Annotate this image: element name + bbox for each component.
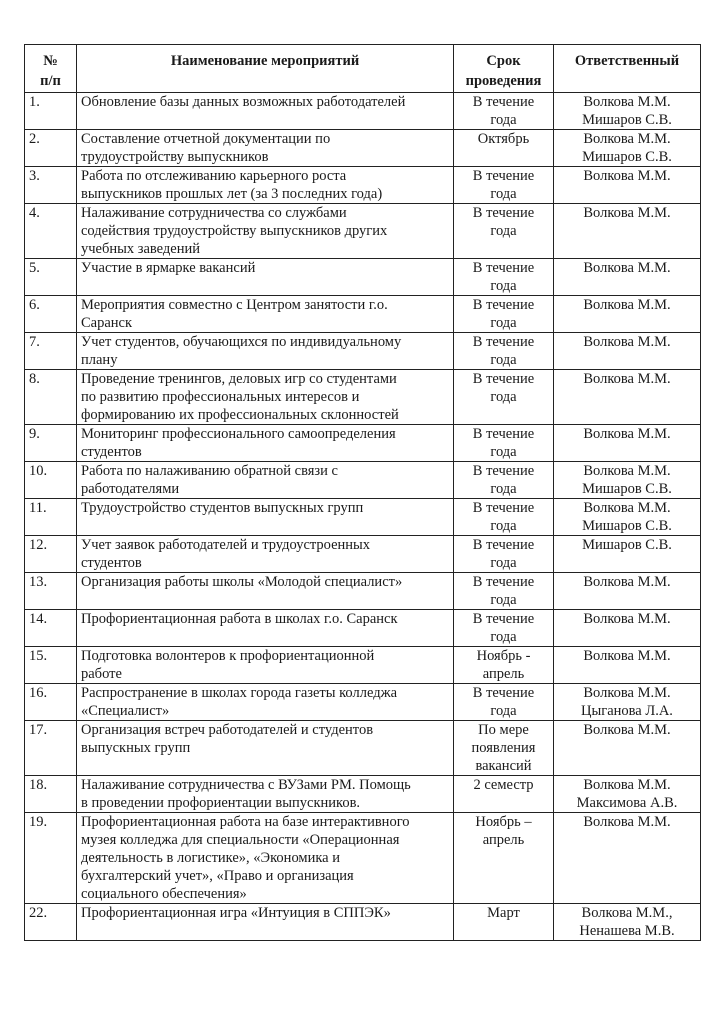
row-number: 16.	[25, 684, 77, 721]
row-number: 15.	[25, 647, 77, 684]
row-event-name: Мониторинг профессионального самоопределения студентов	[77, 425, 454, 462]
table-row	[25, 370, 701, 425]
row-number: 19.	[25, 813, 77, 904]
row-term: В течение года	[454, 259, 554, 296]
row-event-name: Профориентационная игра «Интуиция в СППЭК»	[77, 904, 454, 941]
row-responsible: Волкова М.М.	[554, 296, 701, 333]
row-event-name: Составление отчетной документации по трудоустройству выпускников	[77, 130, 454, 167]
row-event-name: Подготовка волонтеров к профориентационной работе	[77, 647, 454, 684]
row-event-name: Налаживание сотрудничества с ВУЗами РМ. Помощь в проведении профориентации выпускников.	[77, 776, 454, 813]
row-responsible: Волкова М.М.	[554, 425, 701, 462]
row-number: 11.	[25, 499, 77, 536]
row-responsible: Волкова М.М.	[554, 721, 701, 776]
row-number: 9.	[25, 425, 77, 462]
table-row	[25, 721, 701, 776]
row-term: В течение года	[454, 93, 554, 130]
row-responsible: Волкова М.М., Ненашева М.В.	[554, 904, 701, 941]
table-row	[25, 776, 701, 813]
table-row	[25, 499, 701, 536]
row-number: 13.	[25, 573, 77, 610]
row-term: В течение года	[454, 296, 554, 333]
header-term: Срок проведения	[454, 45, 554, 93]
row-responsible: Волкова М.М.	[554, 610, 701, 647]
table-row	[25, 813, 701, 904]
row-term: В течение года	[454, 536, 554, 573]
row-number: 17.	[25, 721, 77, 776]
table-body	[25, 93, 701, 941]
row-term: В течение года	[454, 370, 554, 425]
row-term: В течение года	[454, 462, 554, 499]
row-event-name: Проведение тренингов, деловых игр со студентами по развитию профессиональных интересов и формированию их профессиональных склонностей	[77, 370, 454, 425]
row-number: 10.	[25, 462, 77, 499]
row-term: По мере появления вакансий	[454, 721, 554, 776]
row-number: 18.	[25, 776, 77, 813]
table-row	[25, 610, 701, 647]
row-responsible: Волкова М.М.	[554, 167, 701, 204]
row-number: 5.	[25, 259, 77, 296]
row-number: 12.	[25, 536, 77, 573]
row-responsible: Волкова М.М.	[554, 204, 701, 259]
row-responsible: Волкова М.М.	[554, 259, 701, 296]
row-term: В течение года	[454, 684, 554, 721]
events-plan-table	[24, 44, 701, 941]
row-term: Март	[454, 904, 554, 941]
row-responsible: Волкова М.М. Максимова А.В.	[554, 776, 701, 813]
row-event-name: Работа по отслеживанию карьерного роста выпускников прошлых лет (за 3 последних года)	[77, 167, 454, 204]
row-term: В течение года	[454, 499, 554, 536]
row-term: В течение года	[454, 610, 554, 647]
row-responsible: Волкова М.М. Мишаров С.В.	[554, 130, 701, 167]
row-term: В течение года	[454, 167, 554, 204]
table-row	[25, 204, 701, 259]
row-responsible: Мишаров С.В.	[554, 536, 701, 573]
header-event-name: Наименование мероприятий	[77, 45, 454, 93]
table-row	[25, 167, 701, 204]
row-number: 2.	[25, 130, 77, 167]
row-responsible: Волкова М.М. Цыганова Л.А.	[554, 684, 701, 721]
row-number: 3.	[25, 167, 77, 204]
table-row	[25, 333, 701, 370]
row-responsible: Волкова М.М.	[554, 573, 701, 610]
table-row	[25, 259, 701, 296]
header-number: № п/п	[25, 45, 77, 93]
row-number: 22.	[25, 904, 77, 941]
row-responsible: Волкова М.М.	[554, 647, 701, 684]
row-event-name: Учет студентов, обучающихся по индивидуальному плану	[77, 333, 454, 370]
row-event-name: Трудоустройство студентов выпускных групп	[77, 499, 454, 536]
row-term: Ноябрь - апрель	[454, 647, 554, 684]
row-event-name: Профориентационная работа в школах г.о. Саранск	[77, 610, 454, 647]
row-event-name: Налаживание сотрудничества со службами содействия трудоустройству выпускников других учебных заведений	[77, 204, 454, 259]
row-number: 1.	[25, 93, 77, 130]
table-row	[25, 573, 701, 610]
row-responsible: Волкова М.М. Мишаров С.В.	[554, 462, 701, 499]
row-event-name: Профориентационная работа на базе интерактивного музея колледжа для специальности «Операционная деятельность в логистике», «Экономика и бухгалтерский учет», «Право и организация социального обеспечения»	[77, 813, 454, 904]
row-number: 7.	[25, 333, 77, 370]
row-term: В течение года	[454, 573, 554, 610]
table-header-row	[25, 45, 701, 93]
row-event-name: Распространение в школах города газеты колледжа «Специалист»	[77, 684, 454, 721]
row-responsible: Волкова М.М. Мишаров С.В.	[554, 499, 701, 536]
row-event-name: Работа по налаживанию обратной связи с работодателями	[77, 462, 454, 499]
row-responsible: Волкова М.М.	[554, 333, 701, 370]
row-event-name: Организация встреч работодателей и студентов выпускных групп	[77, 721, 454, 776]
row-responsible: Волкова М.М.	[554, 813, 701, 904]
row-event-name: Учет заявок работодателей и трудоустроенных студентов	[77, 536, 454, 573]
row-term: В течение года	[454, 333, 554, 370]
row-event-name: Мероприятия совместно с Центром занятости г.о. Саранск	[77, 296, 454, 333]
row-term: Ноябрь – апрель	[454, 813, 554, 904]
row-event-name: Организация работы школы «Молодой специалист»	[77, 573, 454, 610]
table-row	[25, 130, 701, 167]
row-number: 8.	[25, 370, 77, 425]
row-responsible: Волкова М.М. Мишаров С.В.	[554, 93, 701, 130]
row-number: 6.	[25, 296, 77, 333]
table-row	[25, 296, 701, 333]
header-responsible: Ответственный	[554, 45, 701, 93]
row-number: 4.	[25, 204, 77, 259]
table-row	[25, 684, 701, 721]
row-responsible: Волкова М.М.	[554, 370, 701, 425]
table-row	[25, 904, 701, 941]
row-event-name: Участие в ярмарке вакансий	[77, 259, 454, 296]
table-row	[25, 93, 701, 130]
table-row	[25, 462, 701, 499]
row-term: Октябрь	[454, 130, 554, 167]
table-row	[25, 647, 701, 684]
row-event-name: Обновление базы данных возможных работодателей	[77, 93, 454, 130]
row-term: 2 семестр	[454, 776, 554, 813]
row-term: В течение года	[454, 204, 554, 259]
row-term: В течение года	[454, 425, 554, 462]
table-row	[25, 425, 701, 462]
table-row	[25, 536, 701, 573]
row-number: 14.	[25, 610, 77, 647]
